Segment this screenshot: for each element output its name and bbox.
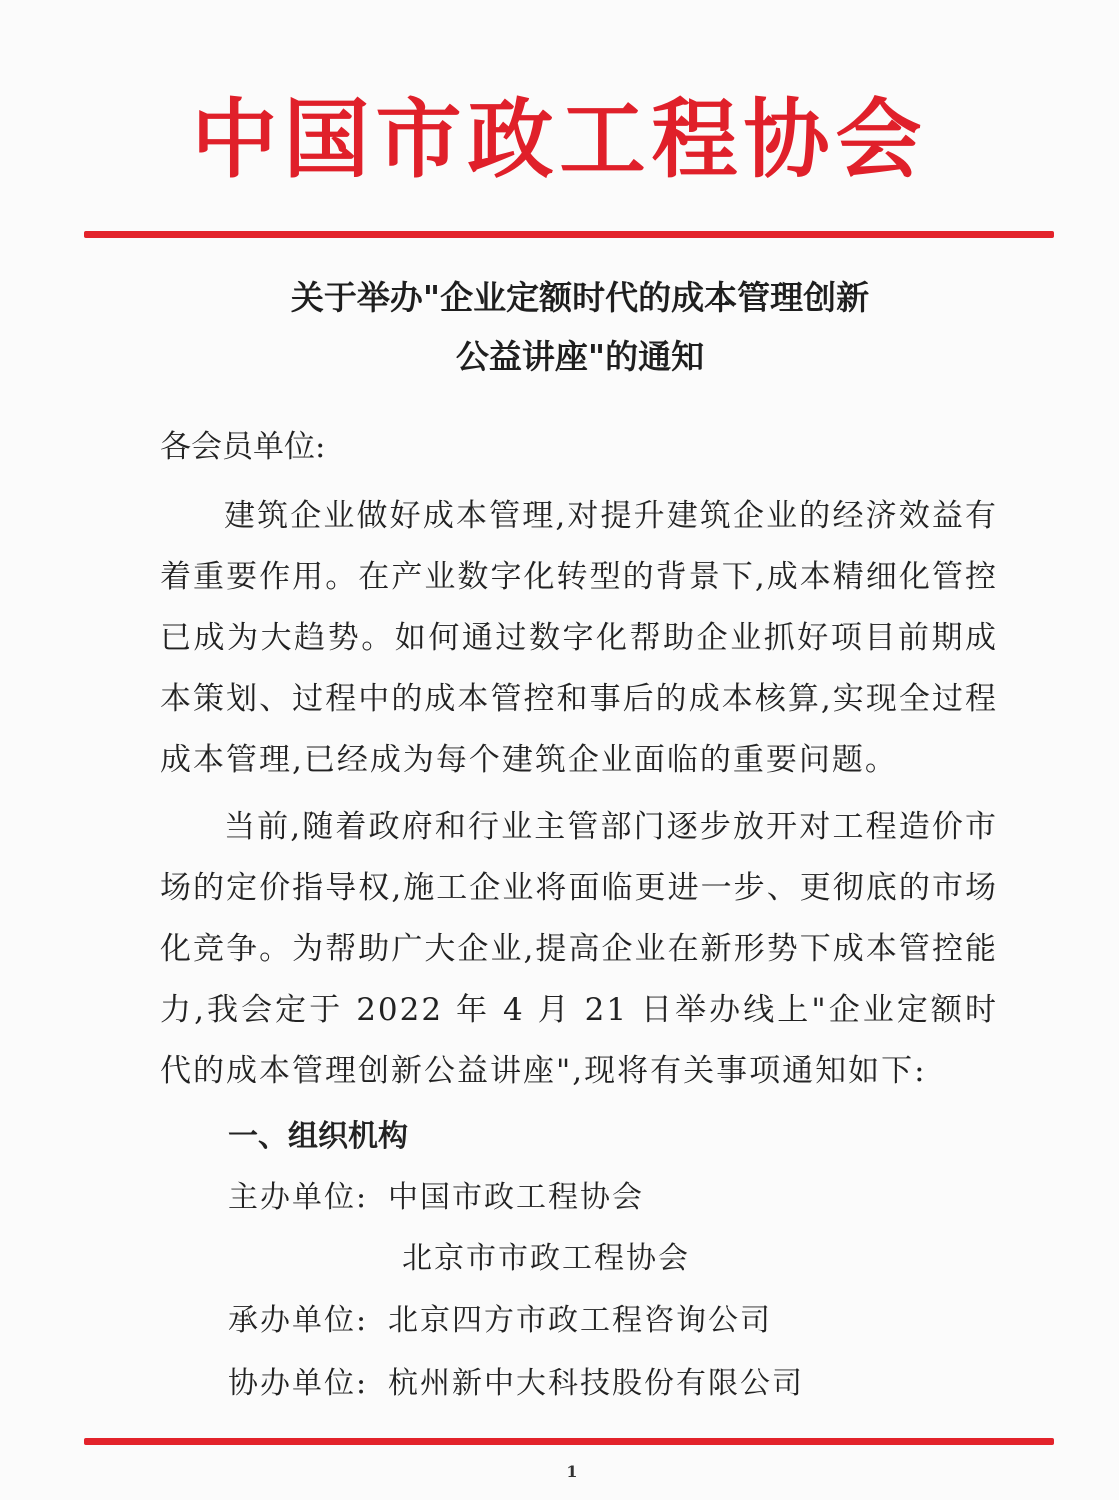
- host-unit-row: [228, 1176, 644, 1220]
- notice-title-line-2: 公益讲座"的通知: [455, 337, 705, 376]
- co-organizer-unit-row: [228, 1362, 804, 1406]
- host-unit-row-2: [402, 1237, 690, 1281]
- co-organizer-unit-label: 协办单位:: [228, 1366, 369, 1401]
- notice-title: [0, 268, 1119, 386]
- body-paragraph-1: 建筑企业做好成本管理,对提升建筑企业的经济效益有着重要作用。在产业数字化转型的背景下,成本精细化管控已成为大趋势。如何通过数字化帮助企业抓好项目前期成本策划、过程中的成本管控和事后的成本核算,实现全过程成本管理,已经成为每个建筑企业面临的重要问题。: [160, 498, 998, 778]
- notice-title-line-1: 关于举办"企业定额时代的成本管理创新: [290, 278, 870, 317]
- host-unit-name-1: 中国市政工程协会: [388, 1180, 644, 1215]
- host-unit-label: 主办单位:: [228, 1180, 369, 1215]
- organizer-unit-row: [228, 1299, 772, 1343]
- letterhead-red-rule: [84, 231, 1054, 238]
- body-paragraph-2: 当前,随着政府和行业主管部门逐步放开对工程造价市场的定价指导权,施工企业将面临更进一步、更彻底的市场化竞争。为帮助广大企业,提高企业在新形势下成本管控能力,我会定于 2022 年 4 月 21 日举办线上"企业定额时代的成本管理创新公益讲座",现将有关事项通知如下:: [160, 809, 998, 1089]
- co-organizer-unit-name: 杭州新中大科技股份有限公司: [388, 1366, 804, 1401]
- footer-red-rule: [84, 1438, 1054, 1445]
- organizer-unit-name: 北京四方市政工程咨询公司: [388, 1303, 772, 1338]
- organizer-unit-label: 承办单位:: [228, 1303, 369, 1338]
- section-heading-organization: 一、组织机构: [228, 1119, 408, 1154]
- host-unit-name-2: 北京市市政工程协会: [402, 1241, 690, 1276]
- page-number: 1: [566, 1462, 578, 1481]
- letterhead-title: 中国市政工程协会: [191, 89, 928, 190]
- salutation: 各会员单位:: [160, 429, 326, 465]
